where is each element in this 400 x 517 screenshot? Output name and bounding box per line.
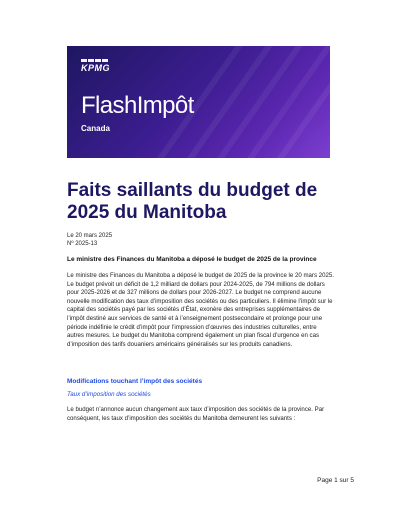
document-date: Le 20 mars 2025 bbox=[67, 233, 113, 239]
banner-title: FlashImpôt bbox=[81, 92, 194, 119]
page-number: Page 1 sur 5 bbox=[317, 477, 354, 484]
kpmg-logo-boxes bbox=[81, 59, 108, 62]
page-title: Faits saillants du budget de 2025 du Manitoba bbox=[67, 180, 318, 223]
flashimpot-banner bbox=[67, 46, 330, 158]
kpmg-logo bbox=[81, 59, 110, 73]
tax-rates-paragraph: Le budget n’annonce aucun changement aux taux d’imposition des sociétés de la province. Par conséquent, les taux d’imposition des sociétés du Manitoba demeurent les suivants : bbox=[67, 406, 325, 422]
banner-subtitle: Canada bbox=[81, 124, 110, 133]
kpmg-logo-text: KPMG bbox=[81, 63, 110, 73]
lead-sentence: Le ministre des Finances du Manitoba a déposé le budget de 2025 de la province bbox=[67, 256, 317, 263]
subsection-heading: Taux d’imposition des sociétés bbox=[67, 391, 151, 398]
section-heading: Modifications touchant l’impôt des sociétés bbox=[67, 378, 203, 385]
document-meta bbox=[67, 232, 112, 248]
document-number: Nº 2025-13 bbox=[67, 241, 98, 247]
intro-paragraph: Le ministre des Finances du Manitoba a déposé le budget de 2025 de la province le 20 mars 2025. Le budget prévoit un déficit de 1,2 milliard de dollars pour 2024-2025, de 794 millions de dollars pour 2025-2026 et de 327 millions de dollars pour 2026-2027. Le budget ne comprend aucune nouvelle modification des taux d’imposition des sociétés ou des particuliers. Il élimine l’impôt sur le capital des sociétés payé par les sociétés d’État, exonère des entreprises supplémentaires de l’impôt destiné aux services de santé et à l’enseignement postsecondaire et prolonge pour une période indéfinie le crédit d’impôt pour l’impression d’œuvres des industries culturelles, entre autres mesures. Le budget du Manitoba comprend également un plan fiscal d’urgence en cas d’imposition des tarifs douaniers américains généralisés sur les produits canadiens. bbox=[67, 272, 334, 348]
